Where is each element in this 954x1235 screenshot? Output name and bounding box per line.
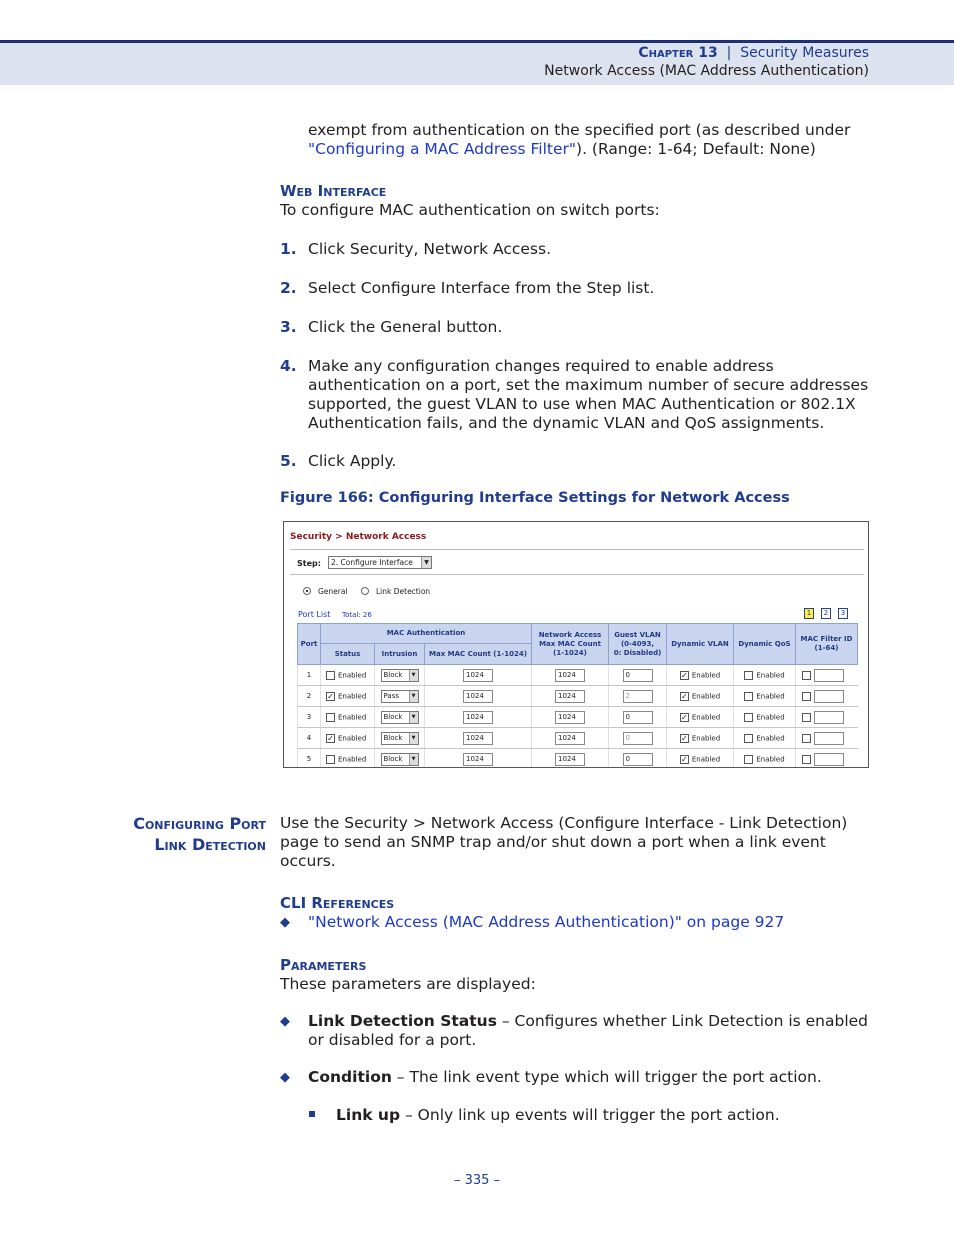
dynamic-vlan-checkbox[interactable]: ✓ <box>680 733 688 743</box>
table-row <box>298 665 858 686</box>
chevron-down-icon: ▼ <box>409 712 418 723</box>
status-checkbox[interactable]: ✓ <box>327 691 334 701</box>
figure-caption: Figure 166: Configuring Interface Settings for Network Access <box>280 490 790 506</box>
col-dyn-vlan: Dynamic VLAN <box>667 624 734 665</box>
guest-vlan-input[interactable]: 0 <box>623 669 653 682</box>
col-filter: MAC Filter ID (1-64) <box>796 624 858 665</box>
guest-vlan-input[interactable]: 0 <box>623 732 653 745</box>
port-cell: 1 <box>298 665 321 686</box>
param-desc: – Only link up events will trigger the port action. <box>400 1106 780 1124</box>
enabled-label: Enabled <box>691 671 721 679</box>
status-checkbox[interactable]: ✓ <box>327 733 334 743</box>
col-intrusion: Intrusion <box>375 644 425 665</box>
enabled-label: Enabled <box>338 755 367 763</box>
parameters-heading: Parameters <box>280 956 367 974</box>
enabled-label: Enabled <box>756 734 785 742</box>
cli-heading: CLI References <box>280 894 395 912</box>
param-desc: – The link event type which will trigger the port action. <box>391 1068 822 1086</box>
dynamic-qos-checkbox[interactable] <box>744 755 753 764</box>
mac-filter-checkbox[interactable] <box>802 671 811 680</box>
chapter-title: Security Measures <box>740 45 869 61</box>
port-cell: 4 <box>298 728 321 749</box>
page-1-button[interactable]: 1 <box>804 608 814 619</box>
mac-filter-link[interactable]: "Configuring a MAC Address Filter" <box>308 140 577 158</box>
enabled-label: Enabled <box>756 755 785 763</box>
dynamic-vlan-checkbox[interactable]: ✓ <box>680 754 688 764</box>
enabled-label: Enabled <box>691 692 721 700</box>
max-mac-input[interactable]: 1024 <box>463 711 493 724</box>
mac-filter-id-input[interactable] <box>814 753 844 766</box>
na-max-mac-input[interactable]: 1024 <box>555 690 585 703</box>
dynamic-vlan-checkbox[interactable]: ✓ <box>680 670 688 680</box>
mac-filter-checkbox[interactable] <box>802 734 811 743</box>
diamond-bullet-icon: ◆ <box>280 1070 290 1085</box>
step-text: Click Security, Network Access. <box>308 240 551 258</box>
status-checkbox[interactable] <box>326 713 335 722</box>
table-row <box>298 728 858 749</box>
na-max-mac-input[interactable]: 1024 <box>555 732 585 745</box>
intro-paragraph <box>308 121 875 159</box>
enabled-label: Enabled <box>338 671 367 679</box>
na-max-mac-input[interactable]: 1024 <box>555 711 585 724</box>
col-status: Status <box>321 644 375 665</box>
breadcrumb: Security > Network Access <box>290 532 427 542</box>
chapter-line <box>638 45 869 61</box>
port-total: Total: 26 <box>342 611 372 619</box>
chevron-down-icon: ▼ <box>409 691 418 702</box>
port-table <box>297 623 858 768</box>
param-link-up <box>336 1106 875 1125</box>
table-row <box>298 686 858 707</box>
diamond-bullet-icon: ◆ <box>280 915 290 930</box>
chevron-down-icon: ▼ <box>421 557 431 568</box>
port-cell: 5 <box>298 749 321 769</box>
col-dyn-qos: Dynamic QoS <box>734 624 796 665</box>
enabled-label: Enabled <box>756 692 785 700</box>
step-text: Click the General button. <box>308 318 503 336</box>
web-interface-heading: Web Interface <box>280 182 387 200</box>
mac-filter-id-input[interactable] <box>814 669 844 682</box>
intrusion-select[interactable]: Pass ▼ <box>381 690 419 703</box>
step-text: Click Apply. <box>308 452 397 470</box>
intro-text: exempt from authentication on the specified port (as described under <box>308 121 851 139</box>
col-guest-vlan: Guest VLAN (0-4093, 0: Disabled) <box>609 624 667 665</box>
intro-range: ). (Range: 1-64; Default: None) <box>576 140 816 158</box>
param-term: Link up <box>336 1106 401 1124</box>
side-heading-line1: Configuring Port <box>133 814 266 833</box>
mac-filter-id-input[interactable] <box>814 732 844 745</box>
mac-filter-id-input[interactable] <box>814 690 844 703</box>
dynamic-qos-checkbox[interactable] <box>744 734 753 743</box>
port-cell: 2 <box>298 686 321 707</box>
separator: | <box>726 45 732 61</box>
enabled-label: Enabled <box>338 692 367 700</box>
enabled-label: Enabled <box>338 713 367 721</box>
enabled-label: Enabled <box>691 755 721 763</box>
intrusion-select[interactable]: Block ▼ <box>381 711 419 724</box>
step-label: Step: <box>297 559 321 568</box>
intrusion-select[interactable]: Block ▼ <box>381 753 419 766</box>
param-term: Condition <box>308 1068 392 1086</box>
link-detection-radio-label: Link Detection <box>376 587 431 596</box>
page-2-button[interactable]: 2 <box>821 608 831 619</box>
enabled-label: Enabled <box>691 734 721 742</box>
enabled-label: Enabled <box>338 734 367 742</box>
guest-vlan-input[interactable]: 0 <box>623 753 653 766</box>
enabled-label: Enabled <box>756 671 785 679</box>
max-mac-input[interactable]: 1024 <box>463 669 493 682</box>
port-list-title: Port List <box>298 610 331 619</box>
side-heading-line2: Link Detection <box>154 835 266 854</box>
step-text: Make any configuration changes required to enable address authentication on a port, set the maximum number of secure addresses supported, the guest VLAN to use when MAC Authentication or 802.1X Authentication fails, and the dynamic VLAN and QoS assignments. <box>308 357 869 432</box>
param-term: Link Detection Status <box>308 1012 497 1030</box>
chevron-down-icon: ▼ <box>409 670 418 681</box>
mac-filter-checkbox[interactable] <box>802 755 811 764</box>
section-body: Use the Security > Network Access (Configure Interface - Link Detection) page to send an SNMP trap and/or shut down a port when a link event occurs. <box>280 814 848 870</box>
status-checkbox[interactable] <box>326 671 335 680</box>
square-bullet-icon <box>309 1111 315 1117</box>
step-number: 1. <box>280 240 297 258</box>
general-radio[interactable] <box>303 587 311 595</box>
section-title: Network Access (MAC Address Authentication) <box>544 63 869 79</box>
general-radio-label: General <box>318 587 348 596</box>
col-na-max: Network Access Max MAC Count (1-1024) <box>532 624 609 665</box>
figure-screenshot <box>283 521 869 768</box>
dynamic-vlan-checkbox[interactable]: ✓ <box>680 691 688 701</box>
mac-filter-checkbox[interactable] <box>802 713 811 722</box>
col-port: Port <box>298 624 321 665</box>
page-number: – 335 – <box>453 1173 501 1188</box>
chevron-down-icon: ▼ <box>409 754 418 765</box>
divider <box>290 574 864 575</box>
chapter-label: Chapter 13 <box>638 45 718 61</box>
max-mac-input[interactable]: 1024 <box>463 732 493 745</box>
chevron-down-icon: ▼ <box>409 733 418 744</box>
step-number: 2. <box>280 279 297 297</box>
cli-reference-link[interactable]: "Network Access (MAC Address Authentication)" on page 927 <box>308 913 785 931</box>
intrusion-select[interactable]: Block ▼ <box>381 732 419 745</box>
link-detection-radio[interactable] <box>361 587 369 595</box>
table-row <box>298 749 858 769</box>
diamond-bullet-icon: ◆ <box>280 1014 290 1029</box>
web-interface-intro: To configure MAC authentication on switch ports: <box>280 201 660 219</box>
guest-vlan-input[interactable]: 2 <box>623 690 653 703</box>
mac-filter-checkbox[interactable] <box>802 692 811 701</box>
port-cell: 3 <box>298 707 321 728</box>
guest-vlan-input[interactable]: 0 <box>623 711 653 724</box>
divider <box>290 549 864 550</box>
dynamic-vlan-checkbox[interactable]: ✓ <box>680 712 688 722</box>
step-number: 3. <box>280 318 297 336</box>
enabled-label: Enabled <box>756 713 785 721</box>
parameters-intro: These parameters are displayed: <box>280 975 536 993</box>
step-text: Select Configure Interface from the Step list. <box>308 279 655 297</box>
status-checkbox[interactable] <box>326 755 335 764</box>
max-mac-input[interactable]: 1024 <box>463 690 493 703</box>
step-select-value: 2. Configure Interface <box>331 558 413 567</box>
col-max-mac: Max MAC Count (1-1024) <box>425 644 532 665</box>
na-max-mac-input[interactable]: 1024 <box>555 753 585 766</box>
param-desc: – Configures whether Link Detection is enabled or disabled for a port. <box>308 1012 869 1049</box>
step-select[interactable] <box>328 556 432 569</box>
dynamic-qos-checkbox[interactable] <box>744 713 753 722</box>
max-mac-input[interactable]: 1024 <box>463 753 493 766</box>
step-number: 5. <box>280 452 297 470</box>
na-max-mac-input[interactable]: 1024 <box>555 669 585 682</box>
table-row <box>298 707 858 728</box>
page-3-button[interactable]: 3 <box>838 608 848 619</box>
dynamic-qos-checkbox[interactable] <box>744 671 753 680</box>
enabled-label: Enabled <box>691 713 721 721</box>
param-link-detection-status <box>308 1012 875 1050</box>
step-number: 4. <box>280 357 297 375</box>
mac-filter-id-input[interactable] <box>814 711 844 724</box>
intrusion-select[interactable]: Block ▼ <box>381 669 419 682</box>
col-mac-auth: MAC Authentication <box>321 624 532 644</box>
dynamic-qos-checkbox[interactable] <box>744 692 753 701</box>
param-condition <box>308 1068 875 1087</box>
